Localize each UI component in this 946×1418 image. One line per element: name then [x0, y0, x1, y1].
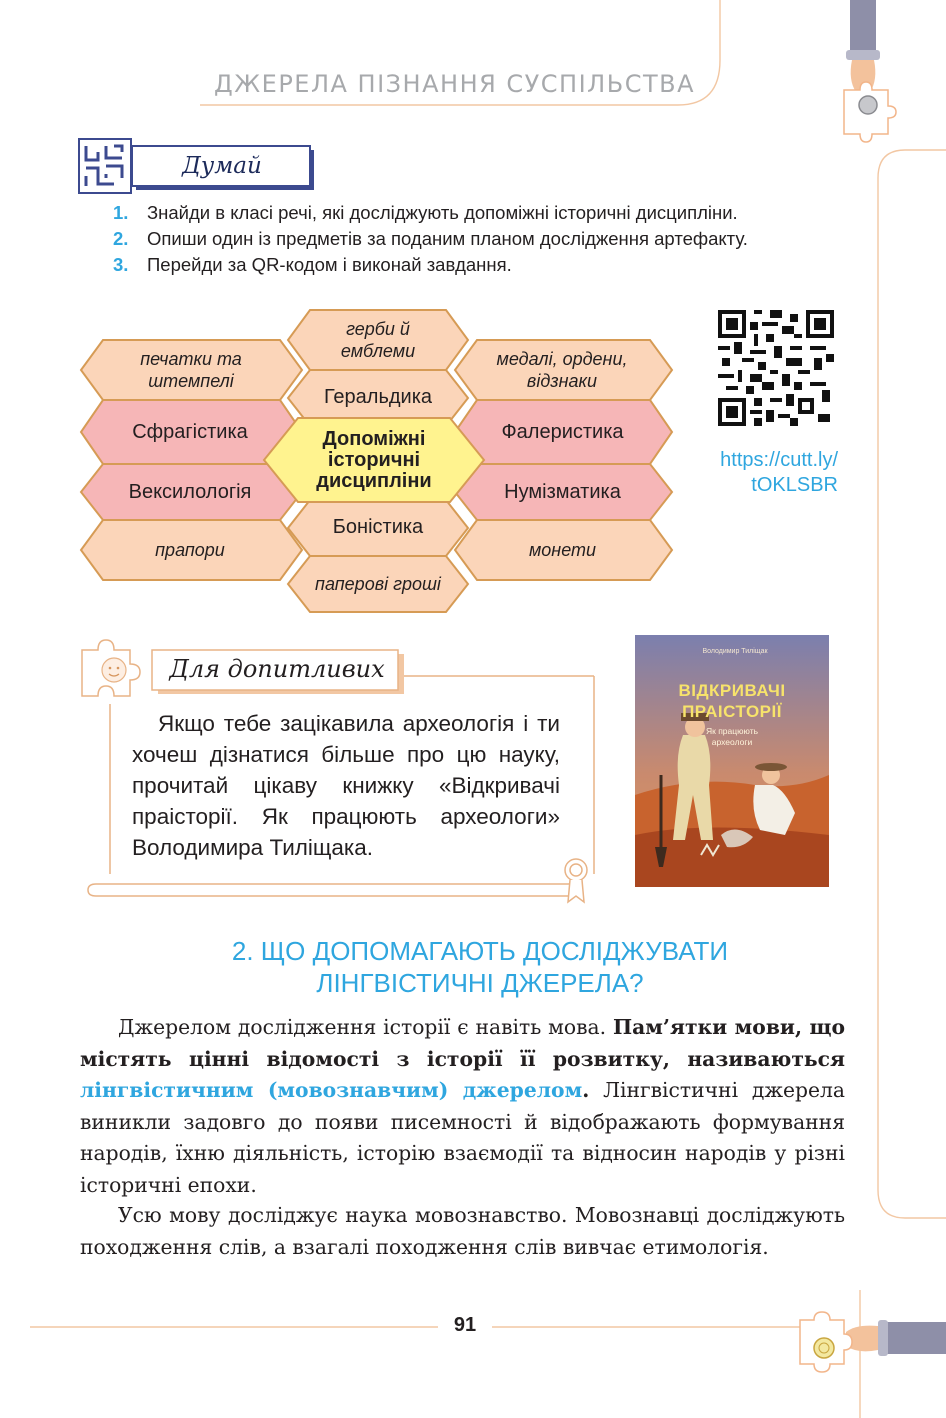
label-top: герби й емблеми	[340, 319, 416, 361]
task-number: 1.	[113, 202, 129, 223]
book-cover-image	[635, 635, 829, 887]
book-subtitle: Як працюють археологи	[705, 726, 759, 747]
section-heading	[150, 935, 810, 999]
label-coins-items: монети	[528, 540, 597, 560]
label-faleristics: Фалеристика	[501, 421, 624, 443]
label-heraldry: Геральдика	[323, 386, 433, 408]
para-definition: Пам’ятки мови, що містять цінні відомості з історії її розвитку, називаються	[80, 1015, 845, 1071]
task-text: Перейди за QR-кодом і виконай завдання.	[147, 254, 512, 275]
think-title: Думай	[182, 153, 262, 179]
label-flags-items: прапори	[155, 540, 225, 560]
qr-link[interactable]: https://cutt.ly/ tOKLSBR	[720, 449, 838, 496]
page-number: 91	[453, 1314, 477, 1336]
label-numismatics: Нумізматика	[504, 481, 621, 503]
running-head: ДЖЕРЕЛА ПІЗНАННЯ СУСПІЛЬСТВА	[214, 70, 695, 98]
para-dot: .	[582, 1078, 590, 1102]
label-paper-money-items: паперові гроші	[315, 574, 441, 594]
para-lead: Джерелом дослідження історії є навіть мова.	[118, 1015, 613, 1039]
label-medals-items: медалі, ордени, відзнаки	[496, 349, 628, 391]
qr-code-icon[interactable]	[718, 310, 834, 426]
label-seals-items: печатки та штемпелі	[140, 349, 242, 391]
para-rest: Лінгвістичні джерела виникли задовго до появи писемності й відображають формування народів, їхню діяльність, історію взаємодії та відносин народів у різні історичні епохи.	[80, 1078, 845, 1197]
hand-puzzle-icon	[796, 1310, 946, 1374]
section-heading-line: ЛІНГВІСТИЧНІ ДЖЕРЕЛА?	[316, 968, 644, 998]
label-bonistics: Боністика	[332, 516, 424, 538]
book-title: ВІДКРИВАЧІ ПРАІСТОРІЇ	[678, 681, 786, 721]
task-number: 2.	[113, 228, 129, 249]
paragraph-linguistic-sources	[80, 1012, 845, 1201]
para-term: лінгвістичним (мовознавчим) джерелом	[80, 1078, 583, 1102]
section-heading-line: 2. ЩО ДОПОМАГАЮТЬ ДОСЛІДЖУВАТИ	[231, 936, 729, 966]
paragraph-etymology: Усю мову досліджує наука мовознавство. Мовознавці досліджують походження слів, а взагалі походження слів вивчає етимологія.	[80, 1203, 845, 1259]
task-text: Опиши один із предметів за поданим планом дослідження артефакту.	[147, 228, 748, 249]
label-sphragistics: Сфрагістика	[132, 421, 248, 443]
label-vexillology: Вексилологія	[128, 481, 252, 503]
book-author: Володимир Тиліщак	[702, 648, 768, 655]
curious-title: Для допитливих	[169, 655, 385, 683]
task-text: Знайди в класі речі, які досліджують допоміжні історичні дисципліни.	[147, 202, 738, 223]
task-number: 3.	[113, 254, 129, 275]
curious-text: Якщо тебе зацікавила археологія і ти хочеш дізнатися більше про цю науку, прочитай цікаву книжку «Відкривачі праісторії. Як працюють археологи» Володимира Тиліщака.	[132, 711, 560, 860]
label-center: Допоміжні історичні дисципліни	[316, 427, 432, 492]
